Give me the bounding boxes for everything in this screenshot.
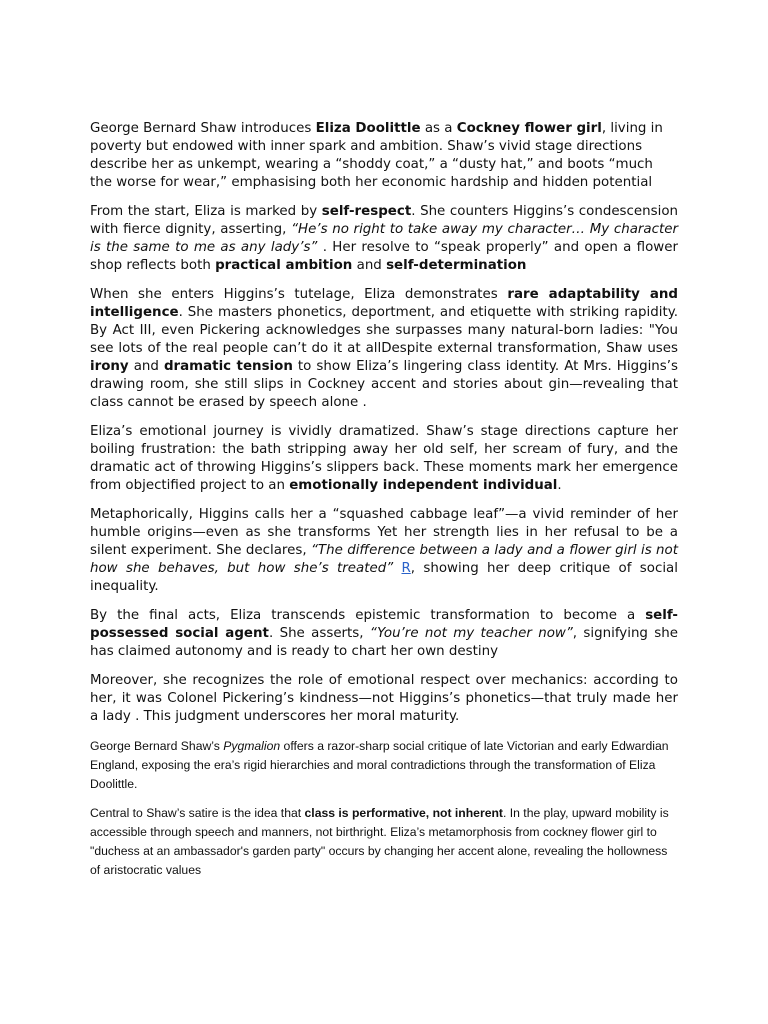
bold-run: Cockney flower girl [456, 121, 602, 136]
text-run: Eliza’s emotional journey is vividly dramatized. Shaw’s stage directions capture her boiling frustration: the bath stripping away her old self, her scream of fury, and the dramatic act of throwing Higgins’s slippers back. These moments mark her emergence from objectified project to an [90, 424, 678, 493]
title-run: Pygmalion [223, 739, 281, 753]
text-run: and [128, 359, 164, 374]
bold-run: emotionally independent individual [289, 478, 558, 493]
text-run: George Bernard Shaw introduces [90, 121, 316, 136]
text-run: Moreover, she recognizes the role of emotional respect over mechanics: according to her, it was Colonel Pickering’s kindness—not Higgins’s phonetics—that truly made her a lady . This judgment underscores her moral maturity. [90, 673, 678, 724]
text-run: . She asserts, [268, 626, 370, 641]
paragraph-emotional-journey [90, 423, 678, 495]
text-run: When she enters Higgins’s tutelage, Eliza demonstrates [90, 287, 508, 302]
bold-run: dramatic tension [163, 359, 293, 374]
bold-run: class is performative, not inherent [304, 806, 503, 820]
text-run: . Her resolve to “speak properly” and open a flower shop reflects both [90, 240, 678, 273]
text-run: , signifying she has claimed autonomy and is ready to chart her own destiny [90, 626, 679, 659]
text-run: . She counters Higgins’s condescension with fierce dignity, asserting, [90, 204, 678, 237]
text-run: Metaphorically, Higgins calls her a “squashed cabbage leaf”—a vivid reminder of her humble origins—even as she transforms Yet her strength lies in her refusal to be a silent experiment. She declares, [90, 507, 678, 558]
text-run: . [557, 478, 562, 493]
paragraph-metaphor [90, 506, 678, 596]
paragraph-adaptability [90, 286, 678, 412]
paragraph-emotional-respect [90, 672, 678, 726]
bold-run: self-determination [386, 258, 527, 273]
bold-run: rare adaptability and intelligence [90, 287, 679, 320]
text-run: , showing her deep critique of social inequality. [90, 561, 678, 594]
paragraph-self-respect [90, 203, 678, 275]
paragraph-pygmalion-critique [90, 737, 678, 794]
bold-run: self-respect [321, 204, 412, 219]
document-body [90, 120, 678, 890]
paragraph-final-acts [90, 607, 678, 661]
text-run: George Bernard Shaw’s [90, 739, 224, 753]
text-run: offers a razor-sharp social critique of late Victorian and early Edwardian England, exposing the era’s rigid hierarchies and moral contradictions through the transformation of Eliza Doolittle. [90, 739, 669, 791]
text-run: Central to Shaw’s satire is the idea that [90, 806, 305, 820]
text-run: as a [420, 121, 457, 136]
bold-run: practical ambition [215, 258, 353, 273]
text-run: and [352, 258, 387, 273]
bold-run: self-possessed social agent [90, 608, 678, 641]
text-run: From the start, Eliza is marked by [90, 204, 322, 219]
quote-run: “The difference between a lady and a flower girl is not how she behaves, but how she’s treated” [90, 543, 678, 576]
reference-link[interactable]: R [401, 561, 411, 576]
text-run: . In the play, upward mobility is accessible through speech and manners, not birthright. Eliza’s metamorphosis from cockney flower girl to "duchess at an ambassador's garden party" occurs by changing her accent alone, revealing the hollowness of aristocratic values [90, 806, 669, 877]
paragraph-introduction [90, 120, 678, 192]
text-run: , living in poverty but endowed with inner spark and ambition. Shaw’s vivid stage directions describe her as unkempt, wearing a “shoddy coat,” a “dusty hat,” and boots “much the worse for wear,” emphasising both her economic hardship and hidden potential [90, 121, 663, 190]
paragraph-class-performative [90, 804, 678, 880]
bold-run: irony [90, 359, 129, 374]
quote-run: “He’s no right to take away my character… My character is the same to me as any lady’s” [90, 222, 678, 255]
text-run: . She masters phonetics, deportment, and etiquette with striking rapidity. By Act III, even Pickering acknowledges she surpasses many natural-born ladies: "You see lots of the real people can’t do it at allDespite external transformation, Shaw uses [90, 305, 678, 356]
text-run: to show Eliza’s lingering class identity. At Mrs. Higgins’s drawing room, she still slips in Cockney accent and stories about gin—revealing that class cannot be erased by speech alone . [90, 359, 678, 410]
bold-run: Eliza Doolittle [315, 121, 421, 136]
quote-run: “You’re not my teacher now” [369, 626, 573, 641]
text-run: By the final acts, Eliza transcends epistemic transformation to become a [90, 608, 646, 623]
